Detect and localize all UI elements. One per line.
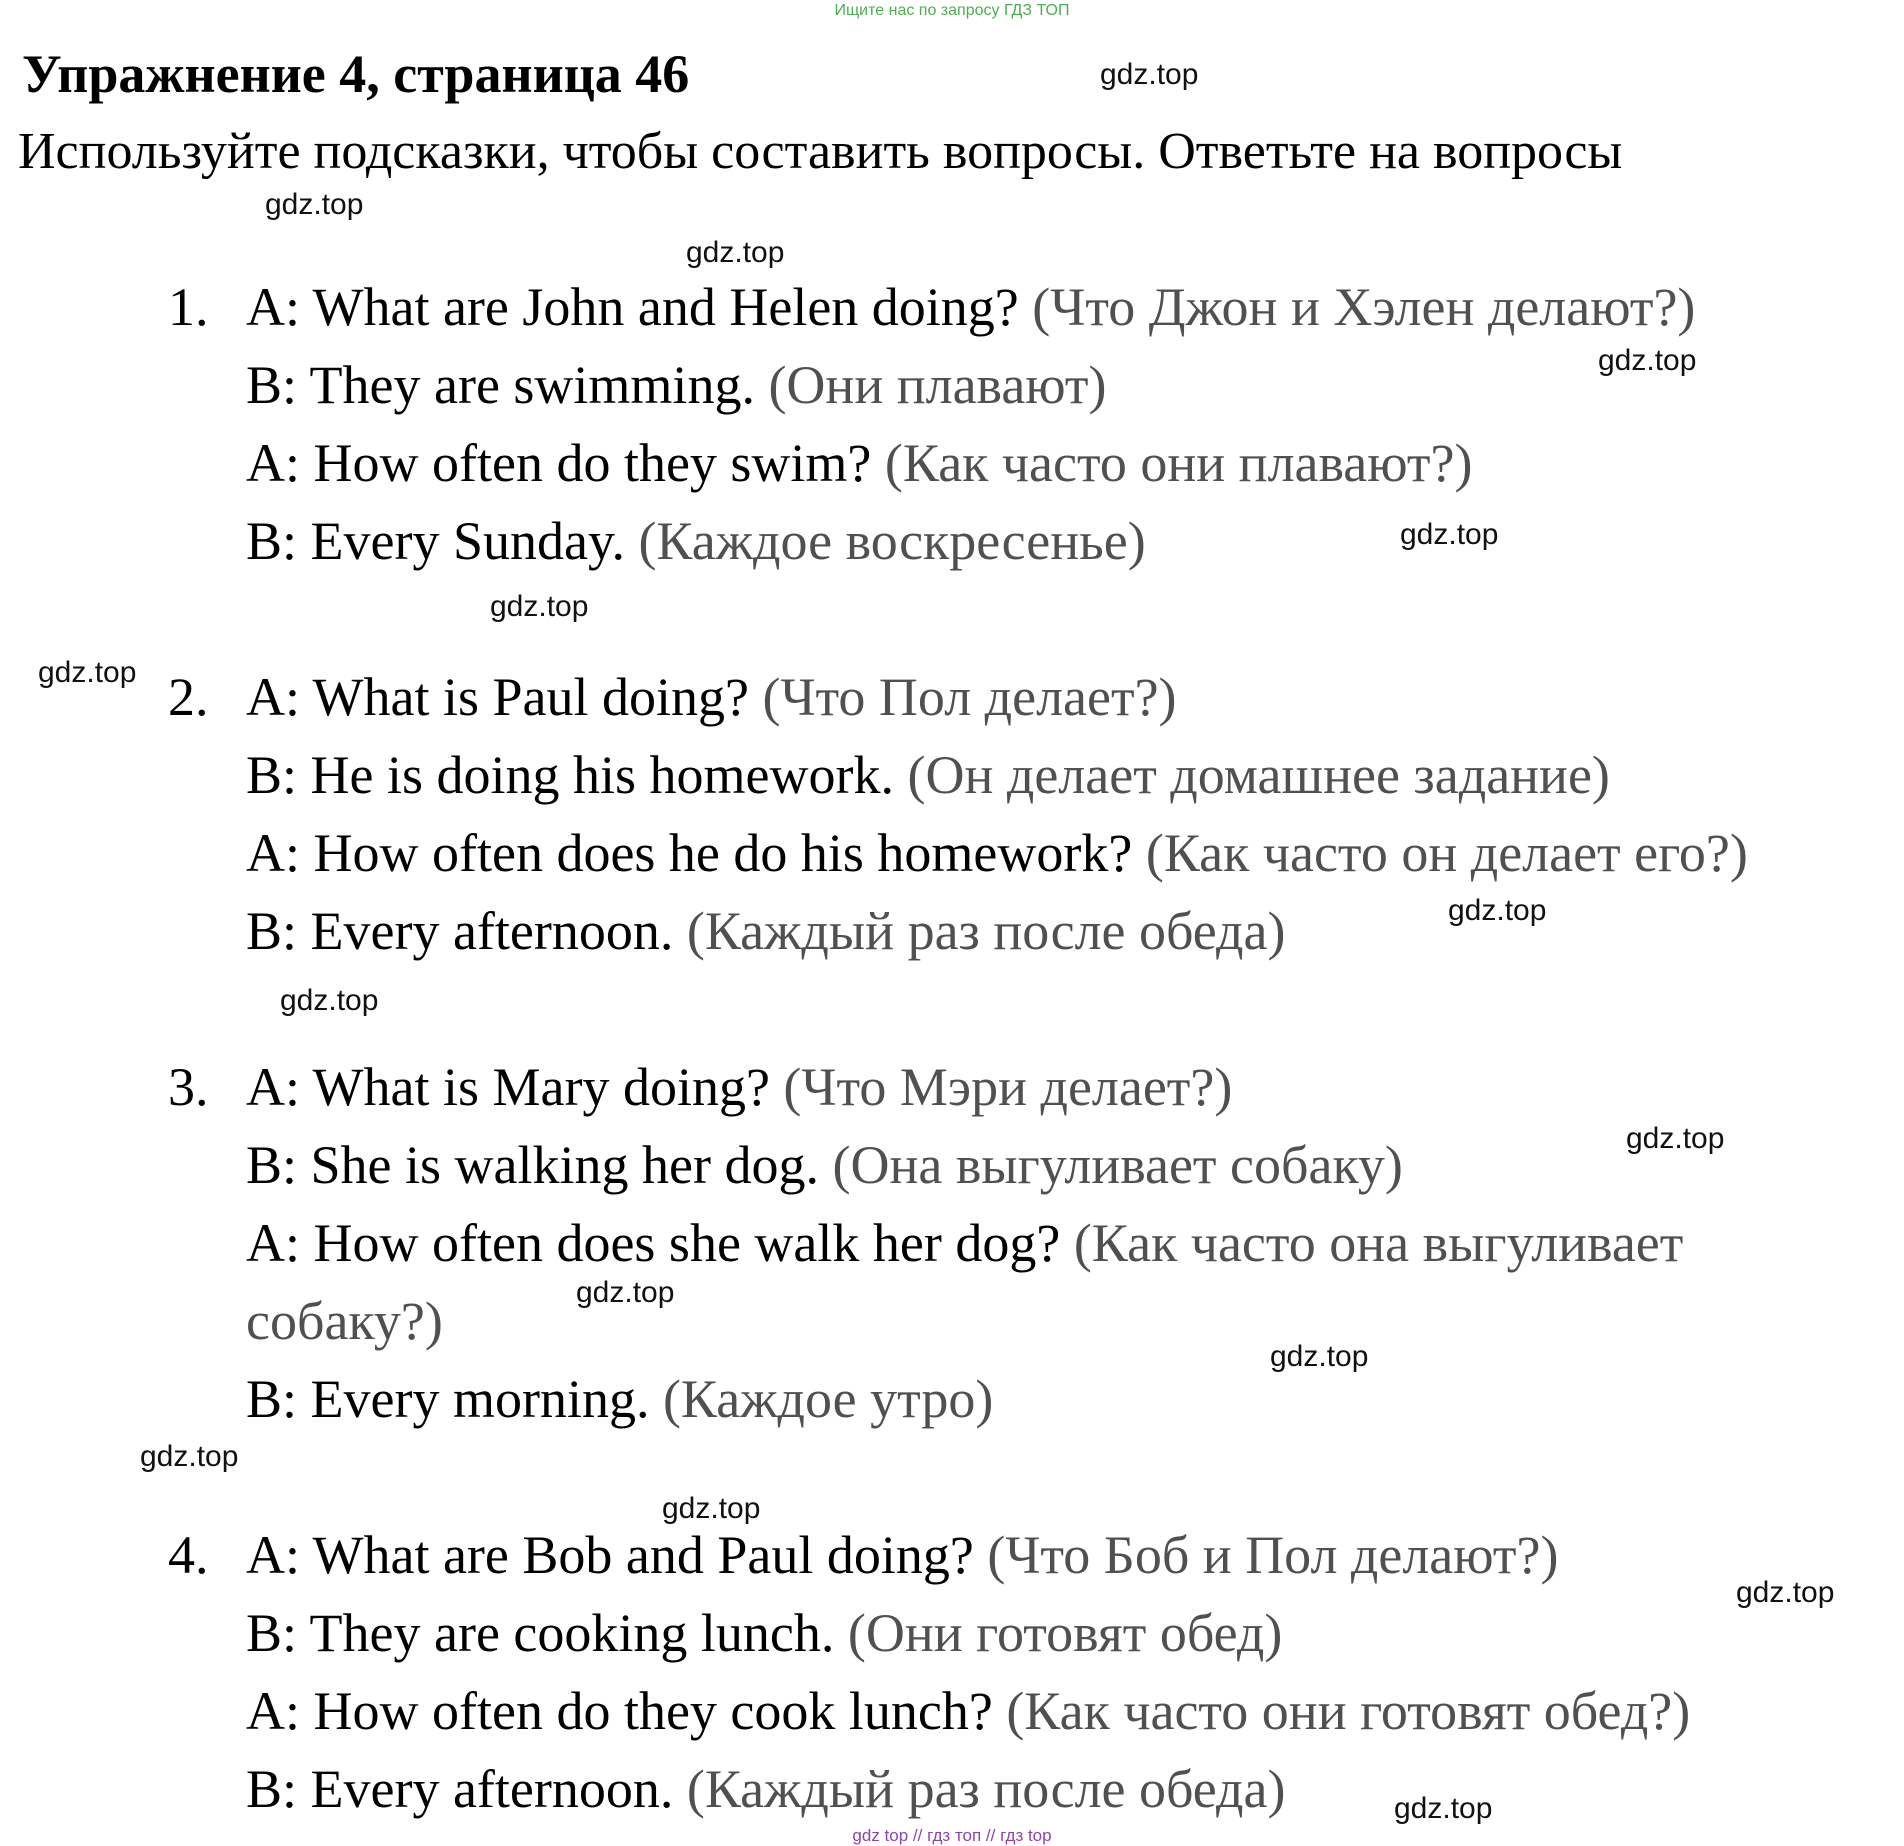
english-text: B: Every Sunday. <box>246 511 639 571</box>
dialogue <box>246 268 1886 580</box>
english-text: B: They are cooking lunch. <box>246 1603 848 1663</box>
russian-translation: (Что Джон и Хэлен делают?) <box>1032 277 1696 337</box>
watermark: gdz.top <box>1626 1122 1725 1155</box>
dialogue-line <box>246 268 1886 346</box>
dialogue-line <box>246 424 1886 502</box>
russian-translation: (Они готовят обед) <box>847 1603 1283 1663</box>
dialogue-line <box>246 1750 1886 1828</box>
dialogue-line <box>246 814 1886 892</box>
english-text: B: They are swimming. <box>246 355 769 415</box>
dialogue-line <box>246 736 1886 814</box>
exercise-number: 1. <box>168 277 209 337</box>
watermark: gdz.top <box>38 656 137 689</box>
watermark: gdz.top <box>686 236 785 269</box>
english-text: A: How often do they cook lunch? <box>246 1681 1007 1741</box>
watermark: gdz.top <box>1400 518 1499 551</box>
english-text: A: What are Bob and Paul doing? <box>246 1525 988 1585</box>
russian-translation: (Что Пол делает?) <box>762 667 1177 727</box>
watermark: gdz.top <box>1394 1792 1493 1825</box>
watermark: gdz.top <box>1100 58 1199 91</box>
russian-translation: (Она выгуливает собаку) <box>832 1135 1403 1195</box>
dialogue-line <box>246 502 1886 580</box>
russian-translation: (Они плавают) <box>768 355 1107 415</box>
russian-translation: (Он делает домашнее задание) <box>907 745 1610 805</box>
russian-translation: (Как часто они плавают?) <box>884 433 1473 493</box>
watermark: gdz.top <box>490 590 589 623</box>
english-text: B: She is walking her dog. <box>246 1135 833 1195</box>
page-title: Упражнение 4, страница 46 <box>22 44 690 104</box>
footer-links[interactable]: gdz top // гдз топ // гдз top <box>852 1826 1052 1845</box>
english-text: B: Every afternoon. <box>246 1759 687 1819</box>
exercise-number: 4. <box>168 1525 209 1585</box>
task-instruction: Используйте подсказки, чтобы составить вопросы. Ответьте на вопросы <box>18 123 1623 180</box>
english-text: B: Every morning. <box>246 1369 663 1429</box>
russian-translation: (Что Мэри делает?) <box>783 1057 1233 1117</box>
watermark: gdz.top <box>1448 894 1547 927</box>
watermark: gdz.top <box>280 984 379 1017</box>
russian-translation: (Как часто они готовят обед?) <box>1006 1681 1691 1741</box>
watermark: gdz.top <box>1736 1576 1835 1609</box>
dialogue-line <box>246 892 1886 970</box>
russian-translation: (Каждый раз после обеда) <box>686 901 1286 961</box>
english-text: A: How often does she walk her dog? <box>246 1213 1074 1273</box>
dialogue-line <box>246 658 1886 736</box>
dialogue-line <box>246 1360 1886 1438</box>
watermark: gdz.top <box>662 1492 761 1525</box>
english-text: A: What is Mary doing? <box>246 1057 784 1117</box>
english-text: A: How often does he do his homework? <box>246 823 1146 883</box>
russian-translation: (Каждое утро) <box>662 1369 994 1429</box>
russian-translation: (Каждое воскресенье) <box>638 511 1146 571</box>
dialogue <box>246 1516 1886 1828</box>
watermark: gdz.top <box>140 1440 239 1473</box>
dialogue <box>246 1048 1886 1438</box>
english-text: A: How often do they swim? <box>246 433 885 493</box>
dialogue-line <box>246 1672 1886 1750</box>
english-text: B: Every afternoon. <box>246 901 687 961</box>
watermark: gdz.top <box>1270 1340 1369 1373</box>
watermark: gdz.top <box>265 188 364 221</box>
dialogue-line <box>246 1594 1886 1672</box>
dialogue-line <box>246 1048 1886 1126</box>
watermark: gdz.top <box>1598 344 1697 377</box>
dialogue <box>246 658 1886 970</box>
russian-translation: (Как часто она выгуливает собаку?) <box>246 1213 1684 1351</box>
russian-translation: (Каждый раз после обеда) <box>686 1759 1286 1819</box>
dialogue-line <box>246 1204 1846 1360</box>
top-banner[interactable]: Ищите нас по запросу ГДЗ ТОП <box>834 2 1070 19</box>
dialogue-line <box>246 1516 1886 1594</box>
english-text: A: What is Paul doing? <box>246 667 763 727</box>
russian-translation: (Что Боб и Пол делают?) <box>987 1525 1559 1585</box>
exercise-number: 3. <box>168 1057 209 1117</box>
watermark: gdz.top <box>576 1276 675 1309</box>
exercise-number: 2. <box>168 667 209 727</box>
english-text: B: He is doing his homework. <box>246 745 908 805</box>
english-text: A: What are John and Helen doing? <box>246 277 1033 337</box>
russian-translation: (Как часто он делает его?) <box>1145 823 1748 883</box>
